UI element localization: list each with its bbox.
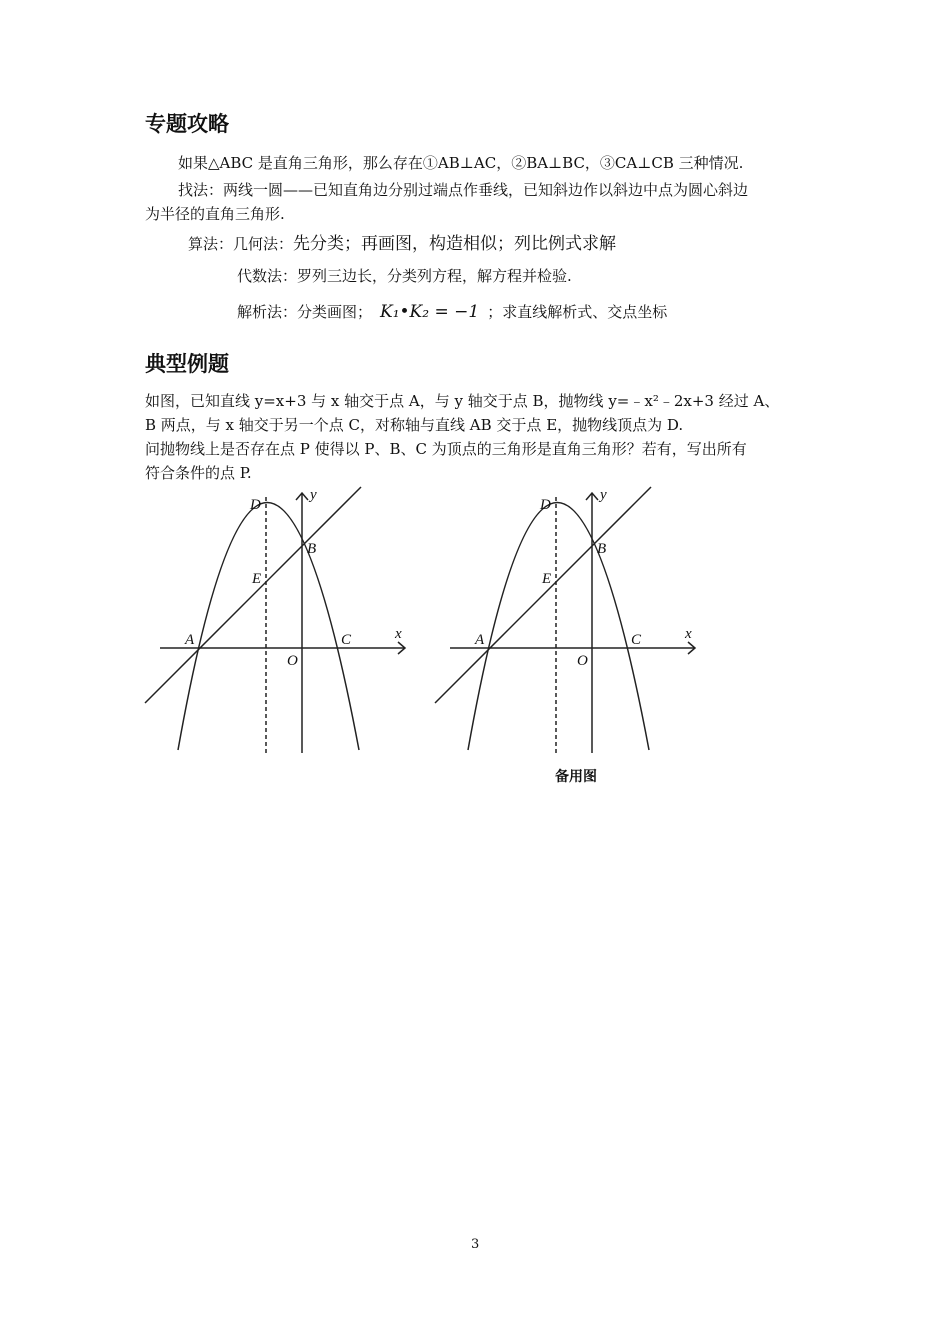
algorithm-text: 先分类；再画图，构造相似；列比例式求解 (293, 234, 617, 254)
label-o: O (287, 653, 298, 669)
algorithm-label: 算法：几何法： (188, 235, 294, 253)
label-a: A (185, 632, 195, 648)
parabola-curve (178, 503, 359, 751)
label-b: B (597, 541, 607, 557)
analytic-line (237, 301, 667, 323)
label-d: D (540, 497, 551, 513)
label-e: E (252, 571, 262, 587)
label-y: y (600, 487, 607, 503)
analytic-label: 解析法：分类画图； (237, 303, 373, 321)
label-x: x (395, 626, 402, 642)
strategy-title: 专题攻略 (145, 112, 229, 136)
parabola-curve (468, 503, 649, 751)
parabola-graph-main (140, 485, 420, 755)
algebra-line: 代数法：罗列三边长，分类列方程，解方程并检验. (237, 267, 572, 285)
strategy-line-1: 如果△ABC 是直角三角形，那么存在①AB⊥AC，②BA⊥BC，③CA⊥CB 三种情况. (178, 154, 744, 172)
label-d: D (250, 497, 261, 513)
label-y: y (310, 487, 317, 503)
line-ab (435, 487, 651, 703)
problem-line-1: 如图，已知直线 y=x+3 与 x 轴交于点 A，与 y 轴交于点 B，抛物线 y=﹣x²﹣2x+3 经过 A、 (145, 392, 780, 410)
example-title: 典型例题 (145, 352, 229, 376)
problem-line-3: 问抛物线上是否存在点 P 使得以 P、B、C 为顶点的三角形是直角三角形？若有，写出所有 (145, 440, 747, 458)
strategy-line-3: 为半径的直角三角形. (145, 205, 285, 223)
backup-figure-caption: 备用图 (555, 769, 597, 785)
label-a: A (475, 632, 485, 648)
parabola-graph-backup (430, 485, 710, 755)
page-number: 3 (471, 1237, 480, 1252)
slope-formula: K₁•K₂ = −1 (380, 302, 480, 322)
algorithm-line (188, 233, 616, 255)
line-ab (145, 487, 361, 703)
problem-line-4: 符合条件的点 P. (145, 464, 252, 482)
label-c: C (341, 632, 352, 648)
label-e: E (542, 571, 552, 587)
strategy-line-2: 找法：两线一圆——已知直角边分别过端点作垂线，已知斜边作以斜边中点为圆心斜边 (178, 181, 749, 199)
label-o: O (577, 653, 588, 669)
problem-line-2: B 两点，与 x 轴交于另一个点 C，对称轴与直线 AB 交于点 E，抛物线顶点为 D. (145, 416, 684, 434)
label-b: B (307, 541, 317, 557)
label-x: x (685, 626, 692, 642)
label-c: C (631, 632, 642, 648)
analytic-tail: ；求直线解析式、交点坐标 (487, 303, 668, 321)
